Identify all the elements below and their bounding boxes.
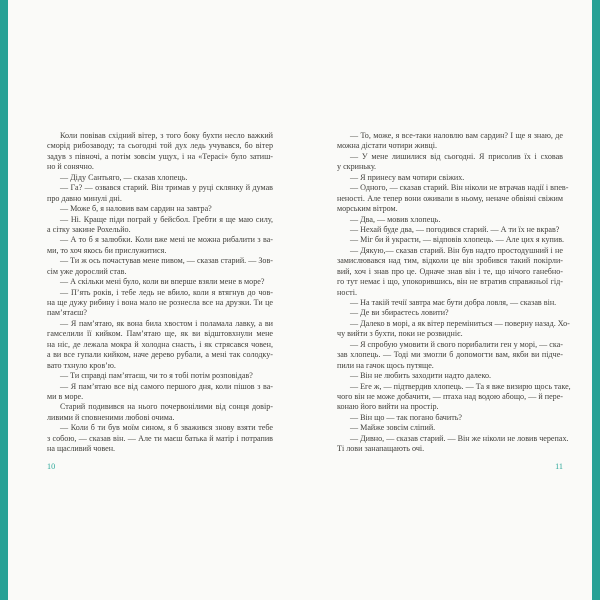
text-line: сім уже дорослий став.	[47, 266, 127, 276]
text-line: но й сонячно.	[47, 162, 94, 172]
right-page-text	[337, 131, 571, 455]
text-line: — Я пам’ятаю все від самого першого дня, коли пішов з ва-	[60, 381, 273, 391]
text-line: — Я пам’ятаю, як вона била хвостом і поламала лавку, а ви	[60, 318, 273, 328]
text-line: Ті лови занапащають очі.	[337, 444, 425, 454]
text-line: гамселили її кийком. Пам’ятаю ще, як ви відштовхнули мене	[47, 329, 273, 339]
text-line: Старий подивився на нього почервонілими від сонця довір-	[60, 402, 273, 412]
text-line: про давно минулі дні.	[47, 193, 122, 203]
text-line: ності.	[337, 287, 357, 297]
text-line: на ще дужу рибину і вона мало не рознесла все на друзки. Ти це	[47, 298, 273, 307]
text-line: — П’ять років, і тебе ледь не вбило, коли я втягнув до чов-	[60, 287, 273, 297]
text-line: а сітку закине Рохельйо.	[47, 224, 131, 234]
text-line: — Ти ж ось почастував мене пивом, — сказав старий. — Зов-	[60, 256, 273, 266]
text-line: замислювався над тим, відколи це він зробився такий покірли-	[337, 256, 563, 266]
text-line: чого він не може добачити, — птаха над водою абощо, — й пере-	[337, 391, 563, 401]
text-line: — Одного, — сказав старий. Він ніколи не втрачав надії і впев-	[350, 183, 569, 193]
text-line: з собою, — сказав він. — Але ти маєш батька й матір і потрапив	[47, 433, 273, 443]
text-line: — Він не любить заходити надто далеко.	[350, 371, 492, 381]
text-line: неності. Але тепер вони оживали в ньому, неначе обвіяні свіжим	[337, 193, 563, 203]
right-page-number: 11	[555, 462, 563, 471]
text-line: морським вітром.	[337, 204, 398, 214]
text-line: сморід рибозаводу; та сьогодні той дух ледь учувався, бо вітер	[47, 141, 273, 151]
left-page-text	[47, 131, 273, 455]
text-line: ми в море.	[47, 391, 84, 401]
text-line: — Де ви збираєтесь ловити?	[350, 308, 449, 318]
text-line: — То, може, я все-таки наловлю вам сардин? І ще я знаю, де	[350, 131, 563, 140]
text-line: — Майже зовсім сліпий.	[350, 423, 436, 433]
text-line: — Я принесу вам чотири свіжих.	[350, 172, 465, 182]
text-line: — Коли б ти був моїм сином, я б зважився знову взяти тебе	[60, 423, 273, 433]
text-line: чу вийти з бухти, поки не розвидніє.	[337, 329, 463, 339]
text-line: вато тхнуло кров’ю.	[47, 360, 116, 370]
text-line: — На такій течії завтра має бути добра ловля, — сказав він.	[350, 298, 557, 307]
text-line: задув з півночі, а потім зовсім ущух, і на «Терасі» було затиш-	[47, 151, 273, 161]
left-page-number: 10	[47, 462, 56, 471]
text-line: пам’ятаєш?	[47, 308, 87, 318]
text-line: — Міг би й украсти, — відповів хлопець. — Але цих я купив.	[350, 235, 565, 245]
text-line: — Ти справді пам’ятаєш, чи то я тобі потім розповідав?	[60, 371, 253, 381]
text-line: — Ні. Краще піди пограй у бейсбол. Гребти я ще маю силу,	[60, 214, 273, 224]
text-line: — Може б, я наловив вам сардин на завтра?	[60, 204, 212, 214]
text-line: — Еге ж, — підтвердив хлопець. — Та я вже визирю щось таке,	[350, 381, 571, 391]
text-line: пили на гачок щось путяще.	[337, 360, 434, 370]
text-line: — Я спробую умовити й свого порибалити ген у морі, — ска-	[350, 339, 563, 349]
text-line: конаю його вийти на простір.	[337, 402, 439, 412]
text-line: — А скільки мені було, коли ви вперше взяли мене в море?	[60, 277, 265, 287]
text-line: — Діду Сантьяго, — сказав хлопець.	[60, 172, 188, 182]
text-line: на ніс, де лежала мокра й холодна снасть, і як стрясався човен,	[47, 339, 273, 349]
text-line: на щасливий човен.	[47, 444, 116, 454]
text-line: — Дякую,— сказав старий. Він був надто простодушний і не	[350, 245, 563, 255]
text-line: у скриньку.	[337, 162, 377, 172]
text-line: го тут немає і що, упокорившись, він не втратив справжньої гід-	[337, 277, 563, 287]
text-line: Коли повівав східний вітер, з того боку бухти несло важкий	[60, 131, 273, 140]
text-line: — Далеко в морі, а як вітер переміниться — поверну назад. Хо-	[350, 318, 570, 328]
text-line: — Дивно, — сказав старий. — Він же ніколи не ловив черепах.	[350, 433, 569, 443]
text-line: — У мене лишилися від сьогодні. Я присолив їх і сховав	[350, 151, 563, 161]
text-line: а ви все гупали кийком, наче дерево рубали, а мені так солодку-	[47, 350, 273, 360]
text-line: можна дістати чотири живці.	[337, 141, 438, 151]
text-line: — Він що — так погано бачить?	[350, 412, 463, 422]
text-line: зав хлопець. — Тоді ми змогли б допомогти вам, якби ви підче-	[337, 350, 563, 360]
text-line: — Га? — озвався старий. Він тримав у руці склянку й думав	[60, 183, 273, 193]
text-line: — Два, — мовив хлопець.	[350, 214, 441, 224]
text-line: — Нехай буде два, — погодився старий. — А ти їх не вкрав?	[350, 224, 560, 234]
text-line: ливими й сповненими любові очима.	[47, 412, 175, 422]
text-line: ми, то хоч якось би прислужитися.	[47, 245, 167, 255]
text-line: вий, хоч і знав про це. Одначе знав він і те, що нічого ганебно-	[337, 266, 563, 276]
text-line: — А то б я залюбки. Коли вже мені не можна рибалити з ва-	[60, 235, 273, 245]
